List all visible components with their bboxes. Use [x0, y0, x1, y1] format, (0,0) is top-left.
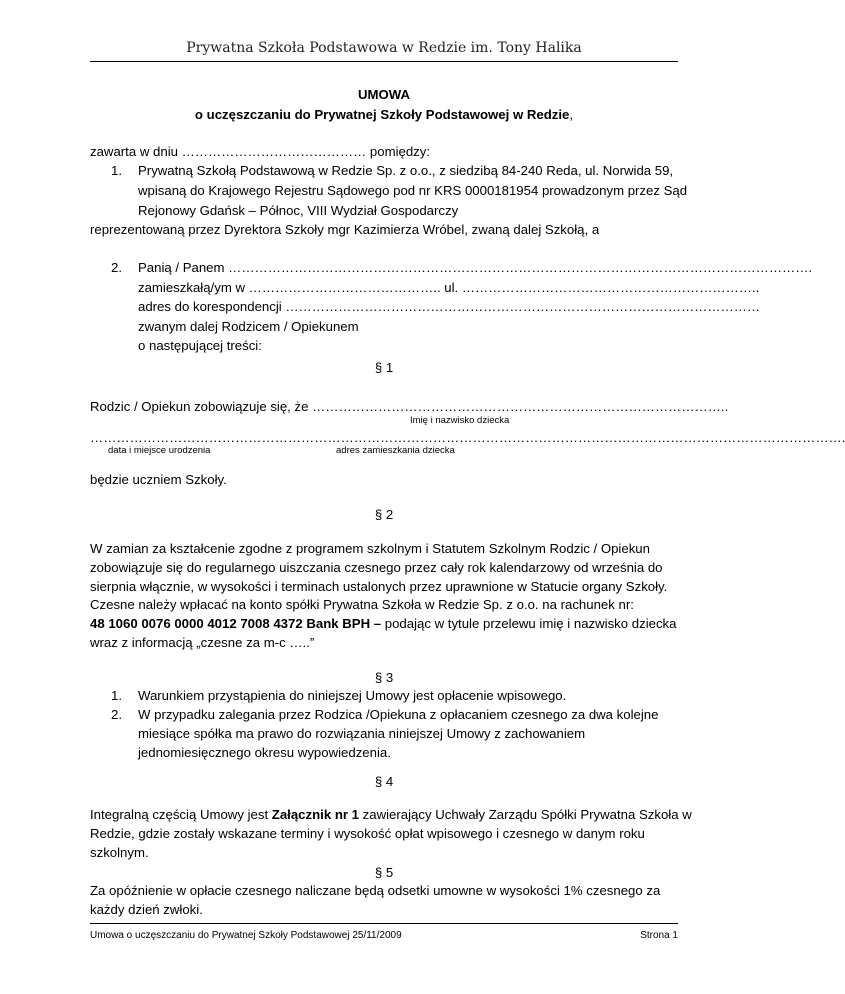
- attachment-reference: Załącznik nr 1: [271, 807, 360, 822]
- party2-line-4: zwanym dalej Rodzicem / Opiekunem: [138, 319, 359, 334]
- caption-child-name: Imię i nazwisko dziecka: [410, 415, 510, 426]
- bank-account-number: 48 1060 0076 0000 4012 7008 4372 Bank BPH –: [90, 616, 382, 631]
- section-1-heading: § 1: [374, 360, 394, 375]
- account-line-rest: podając w tytule przelewu imię i nazwisko dziecka: [381, 616, 677, 631]
- section-3-item-2-line-3: jednomiesięcznego okresu wypowiedzenia.: [138, 745, 391, 760]
- section-3-item-2-line-1: W przypadku zalegania przez Rodzica /Opiekuna z opłacaniem czesnego za dwa kolejne: [138, 707, 659, 722]
- subtitle-comma: ,: [569, 107, 574, 122]
- document-subtitle: [0, 105, 768, 125]
- section-1-line-3: będzie uczniem Szkoły.: [90, 472, 227, 487]
- section-2-line-4: Czesne należy wpłacać na konto spółki Prywatna Szkoła w Redzie Sp. z o.o. na rachunek nr:: [90, 597, 634, 612]
- section-3-item-2-number: 2.: [111, 707, 122, 722]
- subtitle-text: o uczęszczaniu do Prywatnej Szkoły Podstawowej w Redzie: [194, 107, 570, 122]
- section-2-account-line: [90, 614, 678, 634]
- section-2-line-3: sierpnia włącznie, w wysokości i terminach ustalonych przez uprawnione w Statucie organy Szkoły.: [90, 579, 668, 594]
- section-3-item-2-line-2: miesiące spółka ma prawo do rozwiązania niniejszej Umowy z zachowaniem: [138, 726, 586, 741]
- section-2-line-1: W zamian za kształcenie zgodne z programem szkolnym i Statutem Szkolnym Rodzic / Opiekun: [90, 541, 650, 556]
- section-1-line-1: Rodzic / Opiekun zobowiązuje się, że …………………………………………………………………………………..: [90, 399, 729, 414]
- section-4-line-2: Redzie, gdzie zostały wskazane terminy i wysokość opłat wpisowego i czesnego w danym roku: [90, 826, 645, 841]
- party2-correspondence-line: adres do korespondencji ………………………………………………………………………………………………: [138, 299, 761, 314]
- section-5-line-1: Za opóźnienie w opłacie czesnego naliczane będą odsetki umowne w wysokości 1% czesnego za: [90, 883, 661, 898]
- represented-line: reprezentowaną przez Dyrektora Szkoły mgr Kazimierza Wróbel, zwaną dalej Szkołą, a: [90, 222, 600, 237]
- caption-birth-date: data i miejsce urodzenia: [108, 445, 211, 456]
- party2-line-5: o następującej treści:: [138, 338, 262, 353]
- page-header: Prywatna Szkoła Podstawowa w Redzie im. Tony Halika: [186, 40, 582, 56]
- document-title: UMOWA: [357, 87, 410, 102]
- party1-line-2: wpisaną do Krajowego Rejestru Sądowego pod nr KRS 0000181954 prowadzonym przez Sąd: [138, 183, 688, 198]
- footer-page-number: Strona 1: [640, 930, 678, 941]
- header-divider: [90, 61, 678, 62]
- party1-line-1: Prywatną Szkołą Podstawową w Redzie Sp. z o.o., z siedzibą 84-240 Reda, ul. Norwida 59,: [138, 163, 674, 178]
- intro-line: zawarta w dniu …………………………………… pomiędzy:: [90, 144, 431, 159]
- party2-name-line: Panią / Panem …………………………………………………………………………………………………………………….: [138, 260, 813, 275]
- section-2-heading: § 2: [374, 507, 394, 522]
- section-3-heading: § 3: [374, 670, 394, 685]
- section-2-line-2: zobowiązuje się do regularnego uiszczania czesnego przez cały rok kalendarzowy od września do: [90, 560, 663, 575]
- party2-address-line: zamieszkałą/ym w …………………………………….. ul. …………………………………………………………..: [138, 280, 760, 295]
- party1-number: 1.: [111, 163, 122, 178]
- section-3-item-1-number: 1.: [111, 688, 122, 703]
- footer-divider: [90, 923, 678, 924]
- section-5-heading: § 5: [374, 865, 394, 880]
- footer-document-name: Umowa o uczęszczaniu do Prywatnej Szkoły Podstawowej 25/11/2009: [90, 930, 402, 941]
- section-4-heading: § 4: [374, 774, 394, 789]
- section-4-line-3: szkolnym.: [90, 845, 149, 860]
- section-4-line-1: [90, 805, 692, 825]
- section-3-item-1: Warunkiem przystąpienia do niniejszej Umowy jest opłacenie wpisowego.: [138, 688, 567, 703]
- section-5-line-2: każdy dzień zwłoki.: [90, 902, 203, 917]
- section-4-pre: Integralną częścią Umowy jest: [90, 807, 272, 822]
- party1-line-3: Rejonowy Gdańsk – Północ, VIII Wydział Gospodarczy: [138, 203, 459, 218]
- section-4-post: zawierający Uchwały Zarządu Spółki Prywatna Szkoła w: [359, 807, 692, 822]
- section-2-line-6: wraz z informacją „czesne za m-c …..”: [90, 635, 315, 650]
- caption-child-address: adres zamieszkania dziecka: [336, 445, 455, 456]
- party2-number: 2.: [111, 260, 122, 275]
- section-1-line-2: ……………………………………………………………………………………………………………………………………………………….: [90, 430, 845, 445]
